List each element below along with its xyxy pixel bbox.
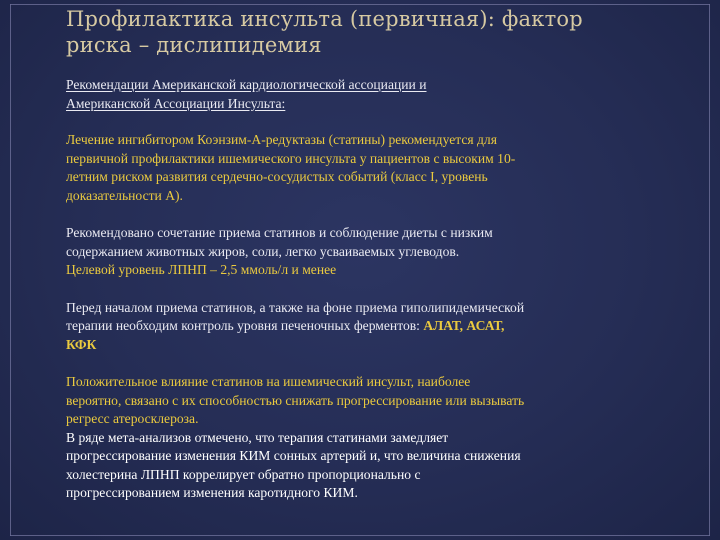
- enzymes-highlight: КФК: [66, 336, 97, 352]
- text-span: терапии необходим контроль уровня печеночных ферментов:: [66, 318, 424, 334]
- text-line: доказательности А).: [66, 187, 183, 203]
- frame-right-line: [709, 4, 710, 536]
- frame-bottom-line: [10, 535, 710, 536]
- text-line: Лечение ингибитором Коэнзим-А-редуктазы (статины) рекомендуется для: [66, 132, 497, 148]
- slide-subtitle: [66, 76, 686, 113]
- text-line: летним риском развития сердечно-сосудистых событий (класс I, уровень: [66, 169, 488, 185]
- slide-title-line: Профилактика инсульта (первичная): фактор: [66, 7, 583, 31]
- text-line: прогрессированием изменения каротидного КИМ.: [66, 485, 358, 501]
- target-ldl-line: Целевой уровень ЛПНП – 2,5 ммоль/л и менее: [66, 262, 337, 278]
- frame-top-line: [10, 4, 710, 5]
- text-line: первичной профилактики ишемического инсульта у пациентов с высоким 10-: [66, 150, 516, 166]
- recommendation-block-statins: [66, 131, 686, 205]
- text-line: Перед началом приема статинов, а также на фоне приема гиполипидемической: [66, 299, 525, 315]
- frame-left-line: [10, 4, 11, 536]
- slide-title-line: риска – дислипидемия: [66, 33, 322, 57]
- text-line: вероятно, связано с их способностью снижать прогрессирование или вызывать: [66, 392, 525, 408]
- text-line: холестерина ЛПНП коррелирует обратно пропорционально с: [66, 466, 421, 482]
- recommendation-block-effect: [66, 373, 686, 503]
- text-line: регресс атеросклероза.: [66, 411, 199, 427]
- recommendation-block-diet: [66, 224, 686, 280]
- text-line: прогрессирование изменения КИМ сонных артерий и, что величина снижения: [66, 448, 521, 464]
- text-line: [66, 317, 686, 336]
- text-line: В ряде мета-анализов отмечено, что терапия статинами замедляет: [66, 429, 449, 445]
- text-line: содержанием животных жиров, соли, легко усваиваемых углеводов.: [66, 243, 460, 259]
- subtitle-line: Рекомендации Американской кардиологической ассоциации и: [66, 77, 427, 92]
- slide-title: [66, 6, 686, 58]
- subtitle-line: Американской Ассоциации Инсульта:: [66, 95, 286, 111]
- text-line: Рекомендовано сочетание приема статинов и соблюдение диеты с низким: [66, 225, 493, 241]
- recommendation-block-enzymes: [66, 299, 686, 355]
- slide-content: [66, 76, 686, 522]
- enzymes-highlight: АЛАТ, АСАТ,: [423, 318, 505, 334]
- text-line: Положительное влияние статинов на ишемический инсульт, наиболее: [66, 373, 471, 389]
